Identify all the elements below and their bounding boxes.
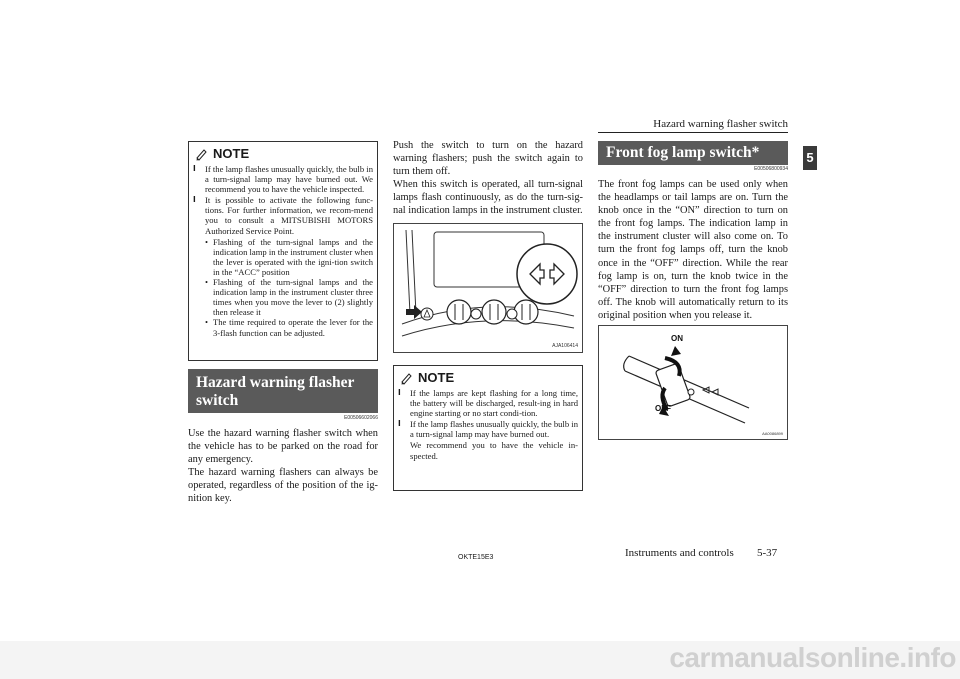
hazard-heading: Hazard warning flasher switch [188, 369, 378, 413]
note-subitem: • Flashing of the turn-signal lamps and the indication lamp in the instrument cluster when the lever is operated with the igni-tion switch in the “ACC” position [205, 236, 373, 277]
watermark-text: carmanualsonline.info [669, 642, 956, 673]
doc-code: OKTE15E3 [458, 554, 494, 561]
bullet-icon: l [398, 419, 401, 429]
bullet-icon: l [193, 195, 196, 205]
note-item-extra: We recommend you to have the vehicle in-spected. [410, 440, 578, 461]
running-head: Hazard warning flasher switch [653, 118, 788, 130]
note-box-2 [393, 365, 583, 491]
hazard-switch-figure [393, 223, 583, 353]
bullet-icon: l [193, 164, 196, 173]
fog-section-code: E00506800934 [754, 166, 788, 172]
note-title: NOTE [195, 146, 373, 161]
header-rule [598, 132, 788, 133]
fog-heading: Front fog lamp switch* [598, 141, 788, 165]
note-box-1 [188, 141, 378, 361]
note-item: l If the lamp flashes unusually quickly, the bulb in a turn-signal lamp may have burned out. [398, 419, 578, 440]
fog-switch-illustration [599, 326, 787, 439]
note-pen-icon [195, 147, 209, 161]
footer-section: Instruments and controls [625, 547, 734, 559]
chapter-tab: 5 [803, 146, 817, 170]
note-pen-icon [400, 371, 414, 385]
hazard-para-1: Use the hazard warning flasher switch when the vehicle has to be parked on the road for any emergency. [188, 428, 378, 466]
middle-para-1: Push the switch to turn on the hazard warning flashers; push the switch again to turn them off. [393, 140, 583, 178]
note-title: NOTE [400, 370, 578, 385]
figure-code: AJA106414 [552, 343, 578, 349]
fog-switch-figure [598, 325, 788, 440]
hazard-section-code: E00506602066 [344, 415, 378, 421]
note-item: l If the lamps are kept flashing for a long time, the battery will be discharged, result-ing in hard engine starting or no start condi-tion. [398, 388, 578, 419]
note-item: l If the lamp flashes unusually quickly, the bulb in a turn-signal lamp may have burned out. We recommend you to have the vehicle inspected. [193, 164, 373, 195]
bullet-icon: l [398, 388, 401, 397]
note-item: l It is possible to activate the following func-tions. For further information, we recom-mend you to consult a MITSUBISHI MOTORS Authorized Service Point. [193, 195, 373, 236]
note-subitem: • The time required to operate the lever for the 3-flash function can be adjusted. [205, 317, 373, 338]
fog-on-label: ON [671, 334, 683, 343]
middle-para-2: When this switch is operated, all turn-signal lamps flash continuously, as do the turn-sig-nal indication lamps in the instrument cluster. [393, 179, 583, 217]
note-subitem: • Flashing of the turn-signal lamps and the indication lamp in the instrument cluster three times when you move the lever to (2) slightly then release it [205, 277, 373, 318]
hazard-switch-illustration [394, 224, 582, 352]
fog-off-label: OFF [655, 404, 671, 413]
hazard-para-2: The hazard warning flashers can always be operated, regardless of the position of the ig-nition key. [188, 467, 378, 505]
fog-para: The front fog lamps can be used only when the headlamps or tail lamps are on. Turn the knob once in the “ON” direction to turn on the front fog lamps. The indication lamp in the instrument cluster will also come on. To turn the front fog lamps off, turn the knob once in the “OFF” direction. While the rear fog lamp is on, turn the knob twice in the “OFF” direction to turn the front fog lamps off. The knob will automatically return to its original position when you release it. [598, 179, 788, 321]
figure-code: AA0086899 [762, 431, 783, 436]
page-number: 5-37 [757, 547, 778, 559]
